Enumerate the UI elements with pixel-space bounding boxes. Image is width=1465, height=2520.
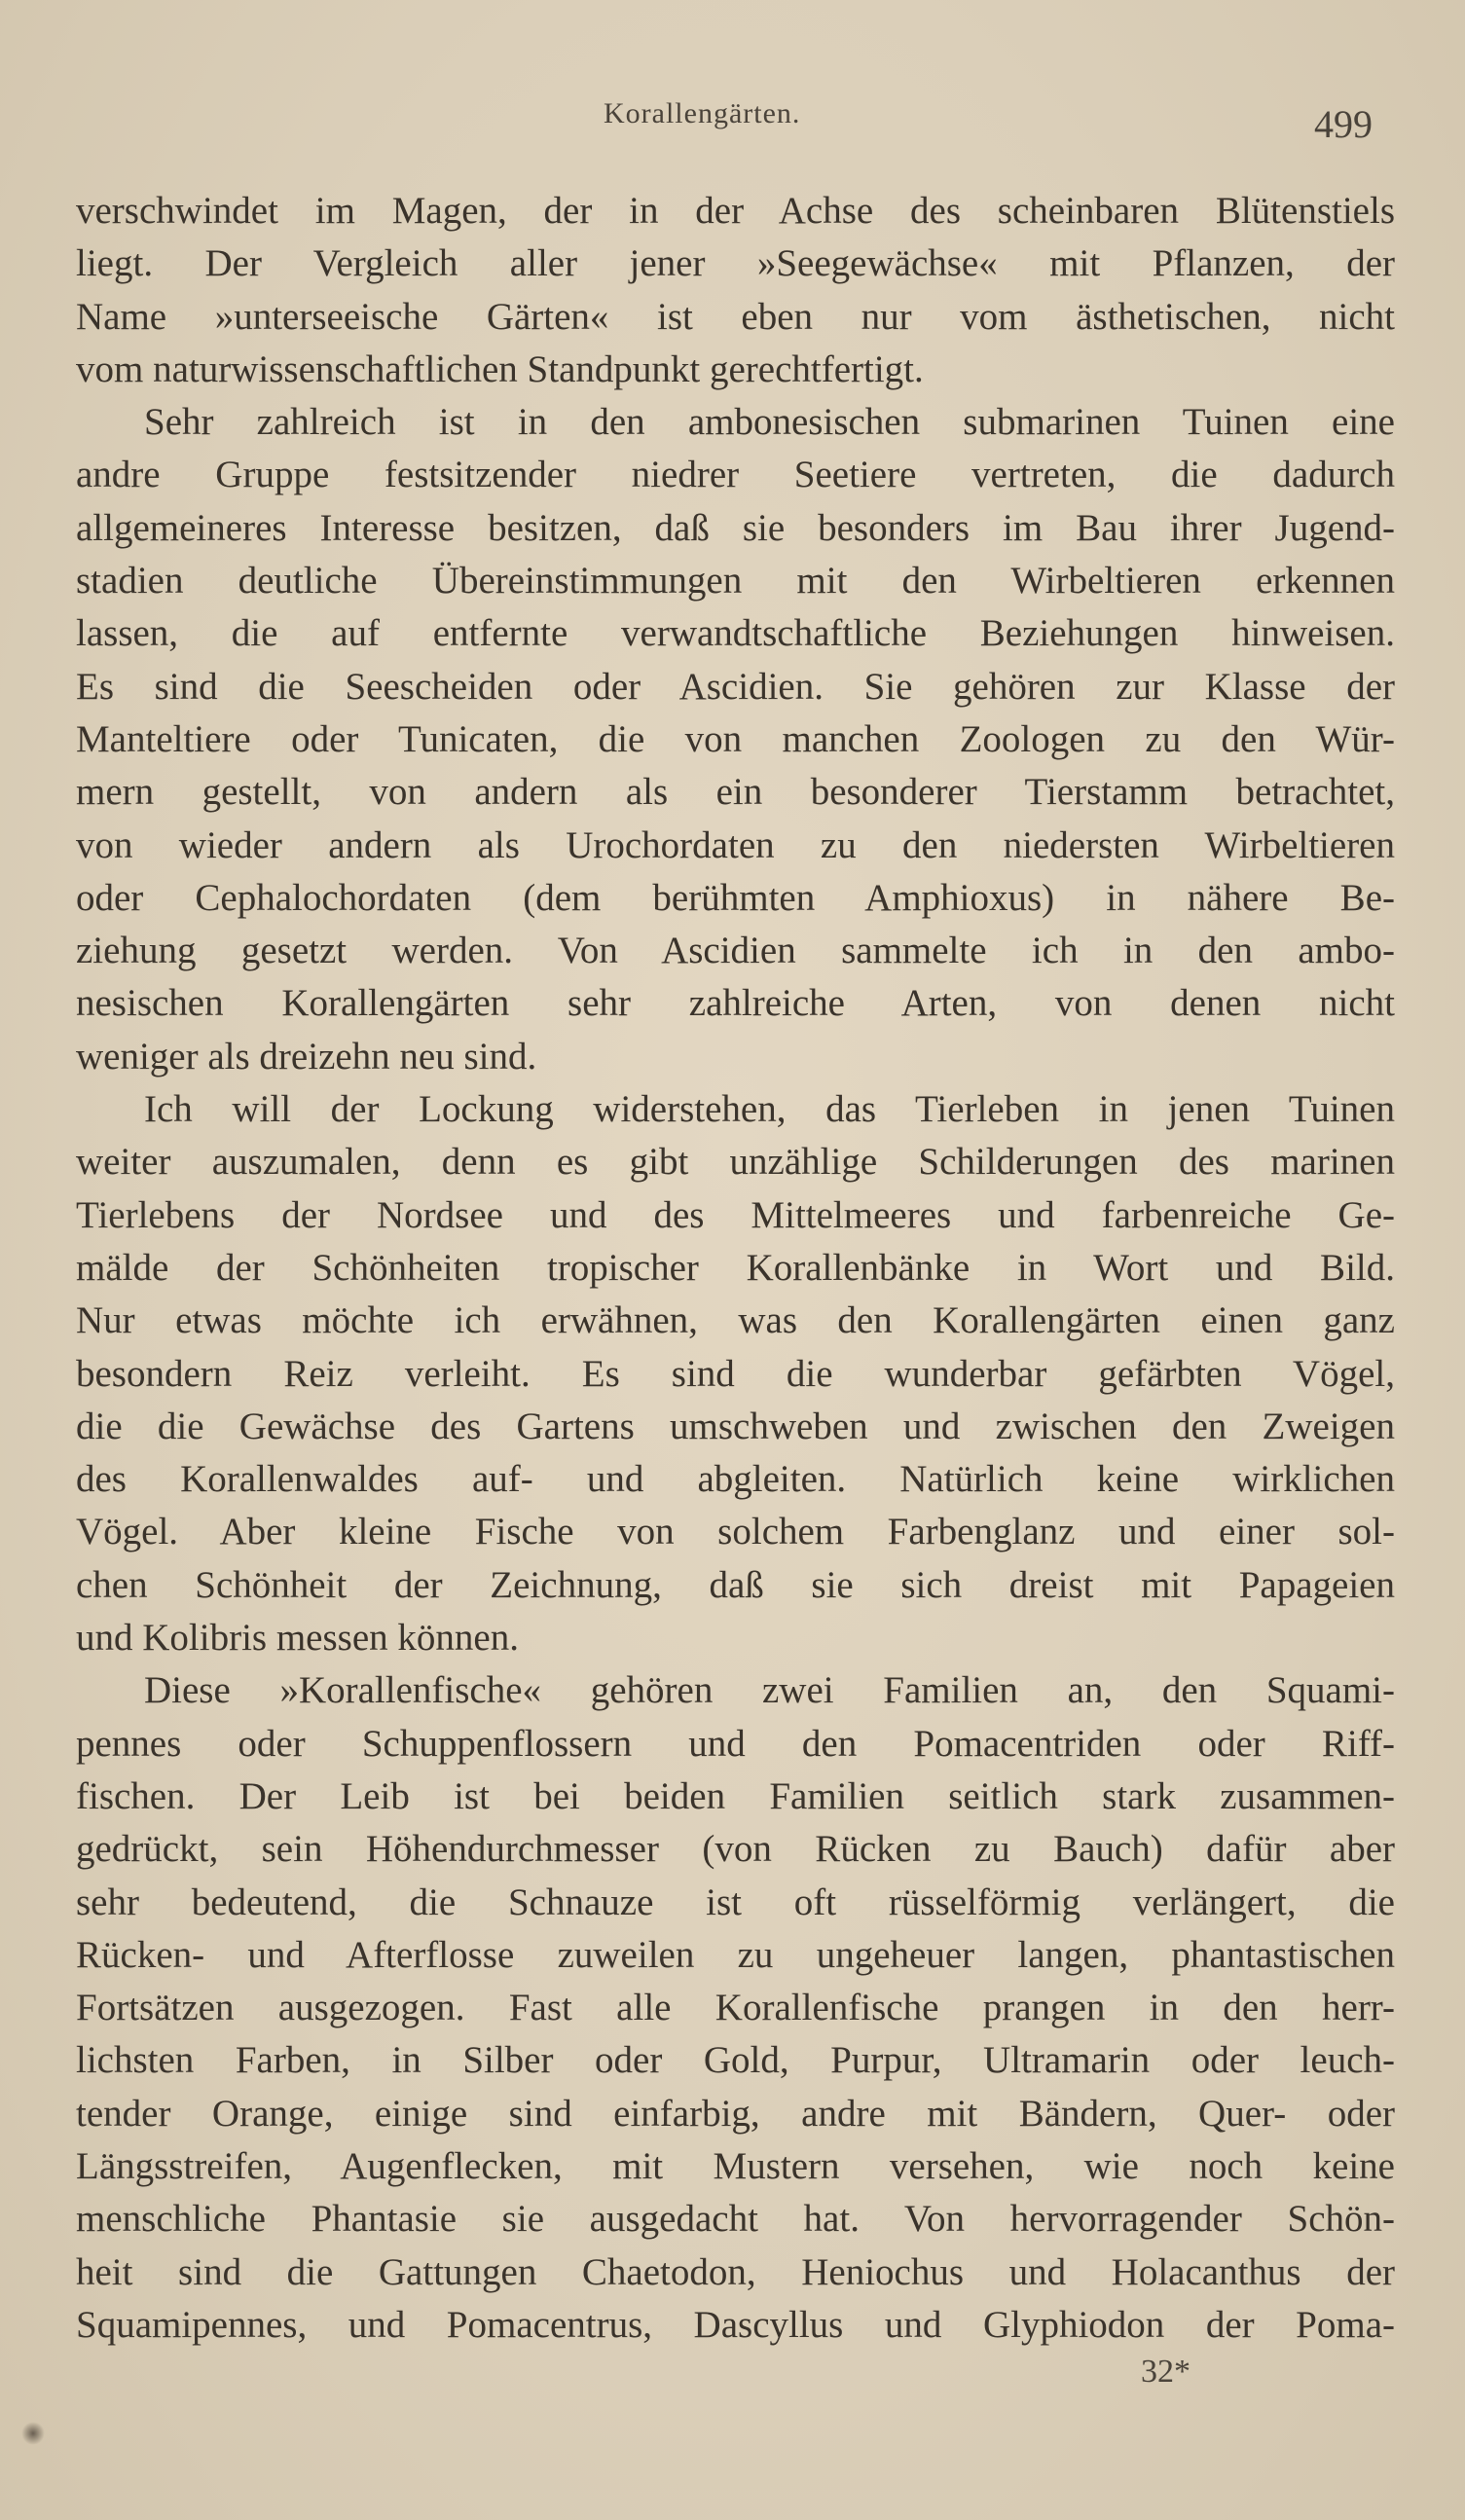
- text-line: Fortsätzen ausgezogen. Fast alle Korallenfische prangen in den herr-: [76, 1987, 1395, 2029]
- printer-signature-mark: 32*: [1141, 2354, 1190, 2390]
- text-line: verschwindet im Magen, der in der Achse des scheinbaren Blütenstiels: [76, 190, 1395, 232]
- text-line: vom naturwissenschaftlichen Standpunkt gerechtfertigt.: [76, 347, 924, 390]
- text-line: heit sind die Gattungen Chaetodon, Heniochus und Holacanthus der: [76, 2250, 1395, 2293]
- text-line: weiter auszumalen, denn es gibt unzählige Schilderungen des marinen: [76, 1141, 1395, 1184]
- body-text: [76, 185, 1395, 2352]
- page-number: 499: [1314, 102, 1373, 146]
- text-line: allgemeineres Interesse besitzen, daß sie besonders im Bau ihrer Jugend-: [76, 506, 1395, 549]
- text-line: Ich will der Lockung widerstehen, das Tierleben in jenen Tuinen: [144, 1088, 1395, 1131]
- text-line: lassen, die auf entfernte verwandtschaftliche Beziehungen hinweisen.: [76, 612, 1395, 655]
- text-line: sehr bedeutend, die Schnauze ist oft rüsselförmig verlängert, die: [76, 1881, 1395, 1923]
- text-line: gedrückt, sein Höhendurchmesser (von Rücken zu Bauch) dafür aber: [76, 1828, 1395, 1871]
- text-line: Vögel. Aber kleine Fische von solchem Farbenglanz und einer sol-: [76, 1511, 1395, 1553]
- text-line: stadien deutliche Übereinstimmungen mit den Wirbeltieren erkennen: [76, 560, 1395, 603]
- text-line: Manteltiere oder Tunicaten, die von manchen Zoologen zu den Wür-: [76, 717, 1395, 760]
- text-line: menschliche Phantasie sie ausgedacht hat. Von hervorragender Schön-: [76, 2198, 1395, 2241]
- text-line: andre Gruppe festsitzender niedrer Seetiere vertreten, die dadurch: [76, 454, 1395, 496]
- text-line: chen Schönheit der Zeichnung, daß sie sich dreist mit Papageien: [76, 1563, 1395, 1606]
- text-line: ziehung gesetzt werden. Von Ascidien sammelte ich in den ambo-: [76, 930, 1395, 972]
- page-smudge: [21, 2422, 45, 2445]
- text-line: pennes oder Schuppenflossern und den Pomacentriden oder Riff-: [76, 1722, 1395, 1765]
- running-head: Korallengärten.: [604, 97, 801, 129]
- text-line: fischen. Der Leib ist bei beiden Familien seitlich stark zusammen-: [76, 1774, 1395, 1817]
- text-line: Rücken- und Afterflosse zuweilen zu ungeheuer langen, phantastischen: [76, 1933, 1395, 1976]
- text-line: die die Gewächse des Gartens umschweben und zwischen den Zweigen: [76, 1405, 1395, 1447]
- text-line: oder Cephalochordaten (dem berühmten Amphioxus) in nähere Be-: [76, 876, 1395, 919]
- text-line: tender Orange, einige sind einfarbig, andre mit Bändern, Quer- oder: [76, 2092, 1395, 2135]
- text-line: liegt. Der Vergleich aller jener »Seegewächse« mit Pflanzen, der: [76, 242, 1395, 285]
- text-line: Diese »Korallenfische« gehören zwei Familien an, den Squami-: [144, 1669, 1395, 1712]
- text-line: Tierlebens der Nordsee und des Mittelmeeres und farbenreiche Ge-: [76, 1193, 1395, 1236]
- text-line: Es sind die Seescheiden oder Ascidien. Sie gehören zur Klasse der: [76, 665, 1395, 708]
- text-line: weniger als dreizehn neu sind.: [76, 1035, 537, 1077]
- text-line: Name »unterseeische Gärten« ist eben nur vom ästhetischen, nicht: [76, 295, 1395, 338]
- text-line: lichsten Farben, in Silber oder Gold, Purpur, Ultramarin oder leuch-: [76, 2039, 1395, 2082]
- text-line: und Kolibris messen können.: [76, 1617, 519, 1660]
- text-line: Sehr zahlreich ist in den ambonesischen submarinen Tuinen eine: [144, 401, 1395, 444]
- text-line: mern gestellt, von andern als ein besonderer Tierstamm betrachtet,: [76, 771, 1395, 814]
- text-line: Squamipennes, und Pomacentrus, Dascyllus und Glyphiodon der Poma-: [76, 2303, 1395, 2346]
- text-line: nesischen Korallengärten sehr zahlreiche Arten, von denen nicht: [76, 982, 1395, 1025]
- text-line: besondern Reiz verleiht. Es sind die wunderbar gefärbten Vögel,: [76, 1352, 1395, 1395]
- text-line: Längsstreifen, Augenflecken, mit Mustern versehen, wie noch keine: [76, 2144, 1395, 2187]
- text-line: Nur etwas möchte ich erwähnen, was den Korallengärten einen ganz: [76, 1299, 1395, 1342]
- text-line: mälde der Schönheiten tropischer Korallenbänke in Wort und Bild.: [76, 1246, 1395, 1289]
- text-line: von wieder andern als Urochordaten zu den niedersten Wirbeltieren: [76, 823, 1395, 866]
- text-line: des Korallenwaldes auf- und abgleiten. Natürlich keine wirklichen: [76, 1458, 1395, 1501]
